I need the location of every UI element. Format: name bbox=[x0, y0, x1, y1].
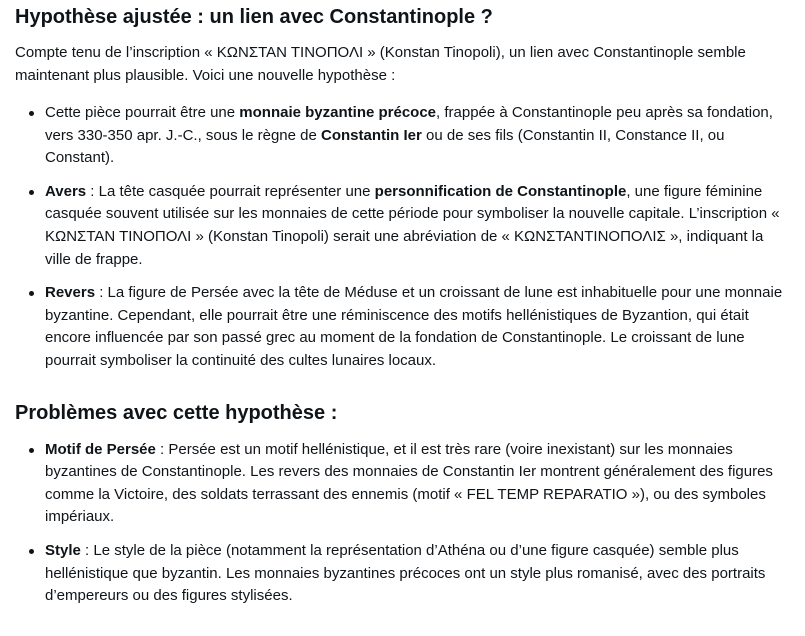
bold-term: personnification de Constantinople bbox=[374, 182, 627, 200]
section-heading-problems: Problèmes avec cette hypothèse : bbox=[15, 401, 338, 424]
bold-term: monnaie byzantine précoce bbox=[239, 104, 437, 121]
list-item-style bbox=[45, 540, 793, 608]
list-item-dating bbox=[45, 102, 793, 170]
item-text: , frappée à Constantinople peu après sa fondation, vers 330-350 apr. J.-C., sous le règne de bbox=[45, 104, 773, 144]
item-text: : Le style de la pièce (notamment la représentation d’Athéna ou d’une figure casquée) semble plus hellénistique que byzantin. Les monnaies byzantines précoces ont un style plus romanisé, avec des portraits d’empereurs ou des figures stylisées. bbox=[45, 541, 766, 605]
item-text: : Persée est un motif hellénistique, et il est très rare (voire inexistant) sur les monnaies byzantines de Constantinople. Les revers des monnaies de Constantin Ier montrent généralement des figures comme la Victoire, des soldats terrassant des ennemis (motif « FEL TEMP REPARATIO »), ou des symboles impériaux. bbox=[45, 440, 773, 526]
bold-term: Constantin Ier bbox=[320, 126, 422, 144]
intro-paragraph: Compte tenu de l’inscription « ΚΩΝΣΤΑΝ ΤΙΝΟΠΟΛΙ » (Konstan Tinopoli), un lien avec Constantinople semble maintenant plus plausible. Voici une nouvelle hypothèse : bbox=[15, 44, 746, 84]
list-item-obverse bbox=[45, 181, 793, 271]
item-label: Revers bbox=[45, 284, 96, 302]
item-label: Avers bbox=[45, 182, 87, 200]
item-label: Style bbox=[45, 541, 81, 559]
item-label: Motif de Persée bbox=[45, 440, 156, 458]
item-text: : La figure de Persée avec la tête de Méduse et un croissant de lune est inhabituelle pour une monnaie byzantine. Cependant, elle pourrait être une réminiscence des motifs hellénistiques de Byzantion, qui était encore influencée par son passé grec au moment de la fondation de Constantinople. Le croissant de lune pourrait symboliser la continuité des cultes lunaires locaux. bbox=[45, 284, 783, 369]
item-text: ou de ses fils (Constantin II, Constance II, ou Constant). bbox=[45, 126, 725, 167]
item-text: Cette pièce pourrait être une bbox=[45, 104, 240, 121]
section-heading-adjusted-hypothesis: Hypothèse ajustée : un lien avec Constantinople ? bbox=[15, 6, 493, 28]
list-item-reverse bbox=[45, 282, 793, 372]
list-item-perseus-motif bbox=[45, 439, 793, 529]
item-text: , une figure féminine casquée souvent utilisée sur les monnaies de cette période pour symboliser la nouvelle capitale. L’inscription « ΚΩΝΣΤΑΝ ΤΙΝΟΠΟΛΙ » (Konstan Tinopoli) serait une abréviation de « ΚΩΝΣΤΑΝΤΙΝΟΠΟΛΙΣ », indiquant la ville de frappe. bbox=[45, 182, 780, 268]
hypothesis-list bbox=[15, 102, 793, 373]
item-text: : La tête casquée pourrait représenter une bbox=[86, 182, 375, 200]
problems-list bbox=[15, 439, 793, 608]
